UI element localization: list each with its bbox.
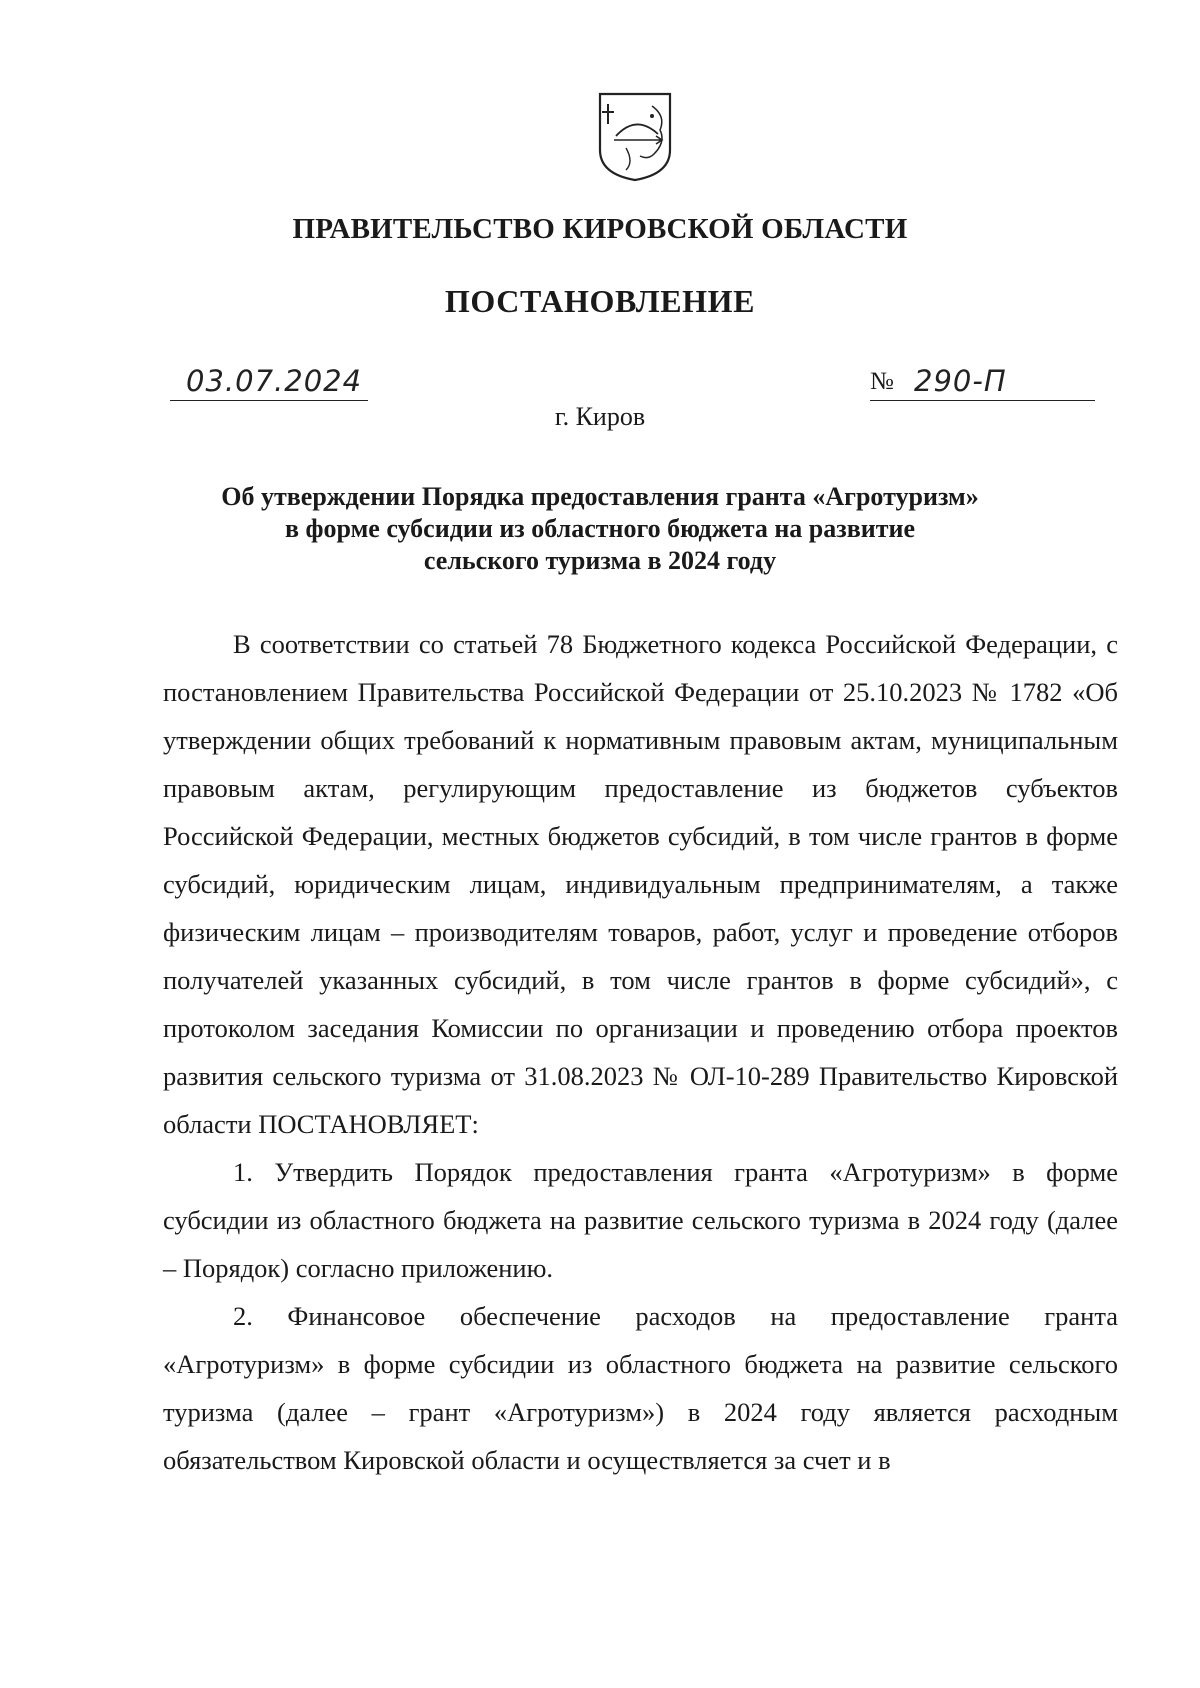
coat-of-arms-icon [596, 90, 674, 182]
document-type: ПОСТАНОВЛЕНИЕ [444, 283, 756, 319]
item-2-paragraph: 2. Финансовое обеспечение расходов на предоставление гранта «Агротуризм» в форме субсидии из областного бюджета на развитие сельского туризма (далее – грант «Агротуризм») в 2024 году является расходным обязательством Кировской области и осуществляется за счет и в [163, 1301, 1118, 1475]
preamble-paragraph: В соответствии со статьей 78 Бюджетного кодекса Российской Федерации, с постановлением Правительства Российской Федерации от 25.10.2023 № 1782 «Об утверждении общих требований к нормативным правовым актам, муниципальным правовым актам, регулирующим предоставление из бюджетов субъектов Российской Федерации, местных бюджетов субсидий, в том числе грантов в форме субсидий, юридическим лицам, индивидуальным предпринимателям, а также физическим лицам – производителям товаров, работ, услуг и проведение отборов получателей указанных субсидий, в том числе грантов в форме субсидий», с протоколом заседания Комиссии по организации и проведению отбора проектов развития сельского туризма от 31.08.2023 № ОЛ-10-289 Правительство Кировской области ПОСТАНОВЛЯЕТ: [163, 629, 1118, 1139]
document-city: г. Киров [554, 402, 646, 431]
document-number-field [870, 362, 1095, 401]
number-sign: № [870, 368, 894, 395]
heading-line-2: в форме субсидии из областного бюджета на развитие [284, 514, 916, 543]
document-number: 290-П [914, 364, 1007, 398]
document-heading [180, 481, 1020, 577]
document-date: 03.07.2024 [186, 364, 363, 398]
document-body [163, 620, 1118, 1484]
item-1-paragraph: 1. Утвердить Порядок предоставления гранта «Агротуризм» в форме субсидии из областного бюджета на развитие сельского туризма в 2024 году (далее – Порядок) согласно приложению. [163, 1157, 1118, 1283]
heading-line-3: сельского туризма в 2024 году [423, 546, 777, 575]
government-name: ПРАВИТЕЛЬСТВО КИРОВСКОЙ ОБЛАСТИ [292, 213, 908, 245]
heading-line-1: Об утверждении Порядка предоставления гранта «Агротуризм» [221, 482, 979, 511]
document-date-field [170, 362, 368, 401]
